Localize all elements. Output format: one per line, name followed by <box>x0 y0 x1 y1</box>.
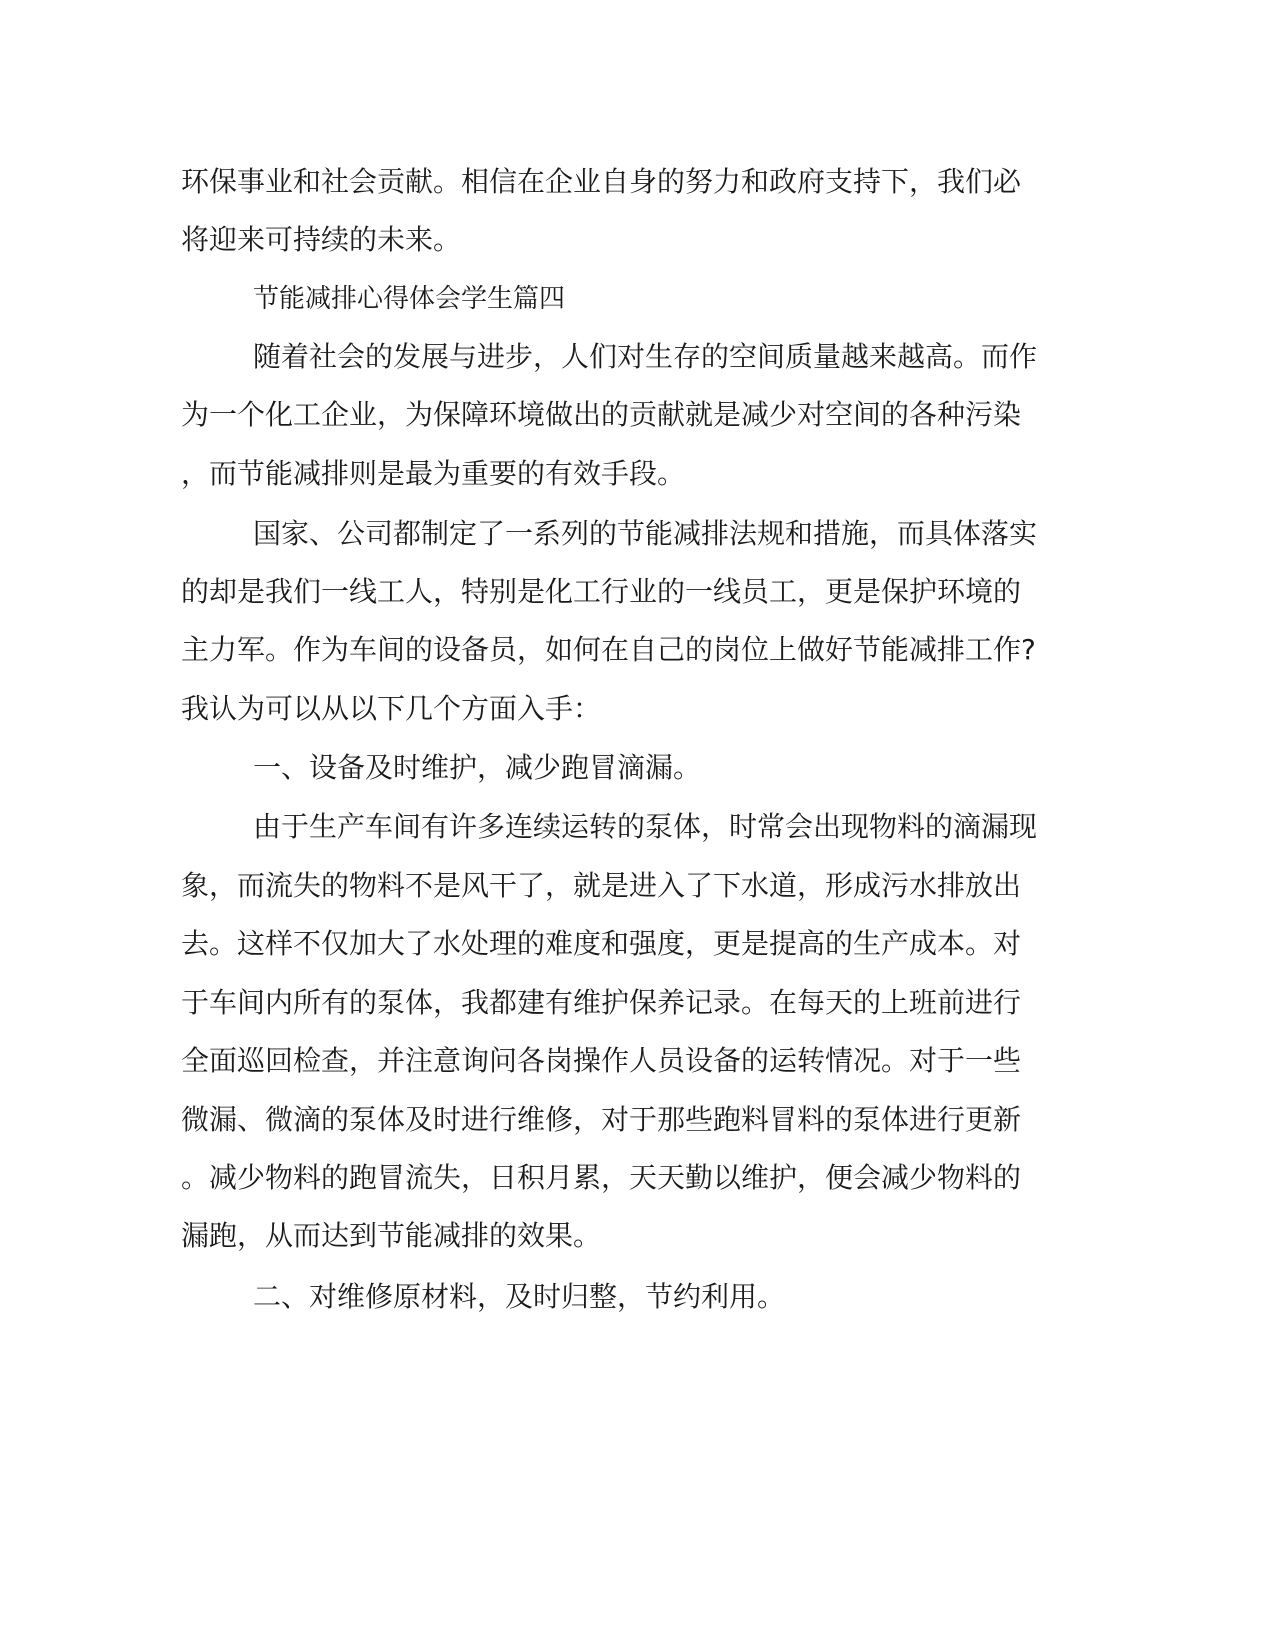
text-line: 微漏、微滴的泵体及时进行维修，对于那些跑料冒料的泵体进行更新 <box>181 1103 1022 1136</box>
section-heading: 节能减排心得体会学生篇四 <box>253 284 566 314</box>
text-line: 环保事业和社会贡献。相信在企业自身的努力和政府支持下，我们必 <box>181 165 1022 198</box>
text-line: 象，而流失的物料不是风干了，就是进入了下水道，形成污水排放出 <box>181 869 1022 902</box>
text-line: 的却是我们一线工人，特别是化工行业的一线员工，更是保护环境的 <box>181 575 1022 608</box>
text-line: 由于生产车间有许多连续运转的泵体，时常会出现物料的滴漏现 <box>253 810 1038 843</box>
text-line: 去。这样不仅加大了水处理的难度和强度，更是提高的生产成本。对 <box>181 927 1022 960</box>
list-heading: 二、对维修原材料，及时归整，节约利用。 <box>253 1280 786 1313</box>
text-line: 国家、公司都制定了一系列的节能减排法规和措施，而具体落实 <box>253 517 1038 550</box>
text-line: 于车间内所有的泵体，我都建有维护保养记录。在每天的上班前进行 <box>181 986 1022 1019</box>
text-line: 主力军。作为车间的设备员，如何在自己的岗位上做好节能减排工作? <box>181 633 1036 666</box>
text-line: 为一个化工企业，为保障环境做出的贡献就是减少对空间的各种污染 <box>181 398 1022 431</box>
text-line: 漏跑，从而达到节能减排的效果。 <box>181 1219 602 1252</box>
text-line: 我认为可以从以下几个方面入手： <box>181 692 602 725</box>
text-line: 全面巡回检查，并注意询问各岗操作人员设备的运转情况。对于一些 <box>181 1044 1022 1077</box>
text-line: 将迎来可持续的未来。 <box>181 223 462 256</box>
text-line: ，而节能减排则是最为重要的有效手段。 <box>181 457 686 490</box>
list-heading: 一、设备及时维护，减少跑冒滴漏。 <box>253 751 702 784</box>
text-line: 随着社会的发展与进步，人们对生存的空间质量越来越高。而作 <box>253 340 1038 373</box>
text-line: 。减少物料的跑冒流失，日积月累，天天勤以维护，便会减少物料的 <box>181 1161 1022 1194</box>
